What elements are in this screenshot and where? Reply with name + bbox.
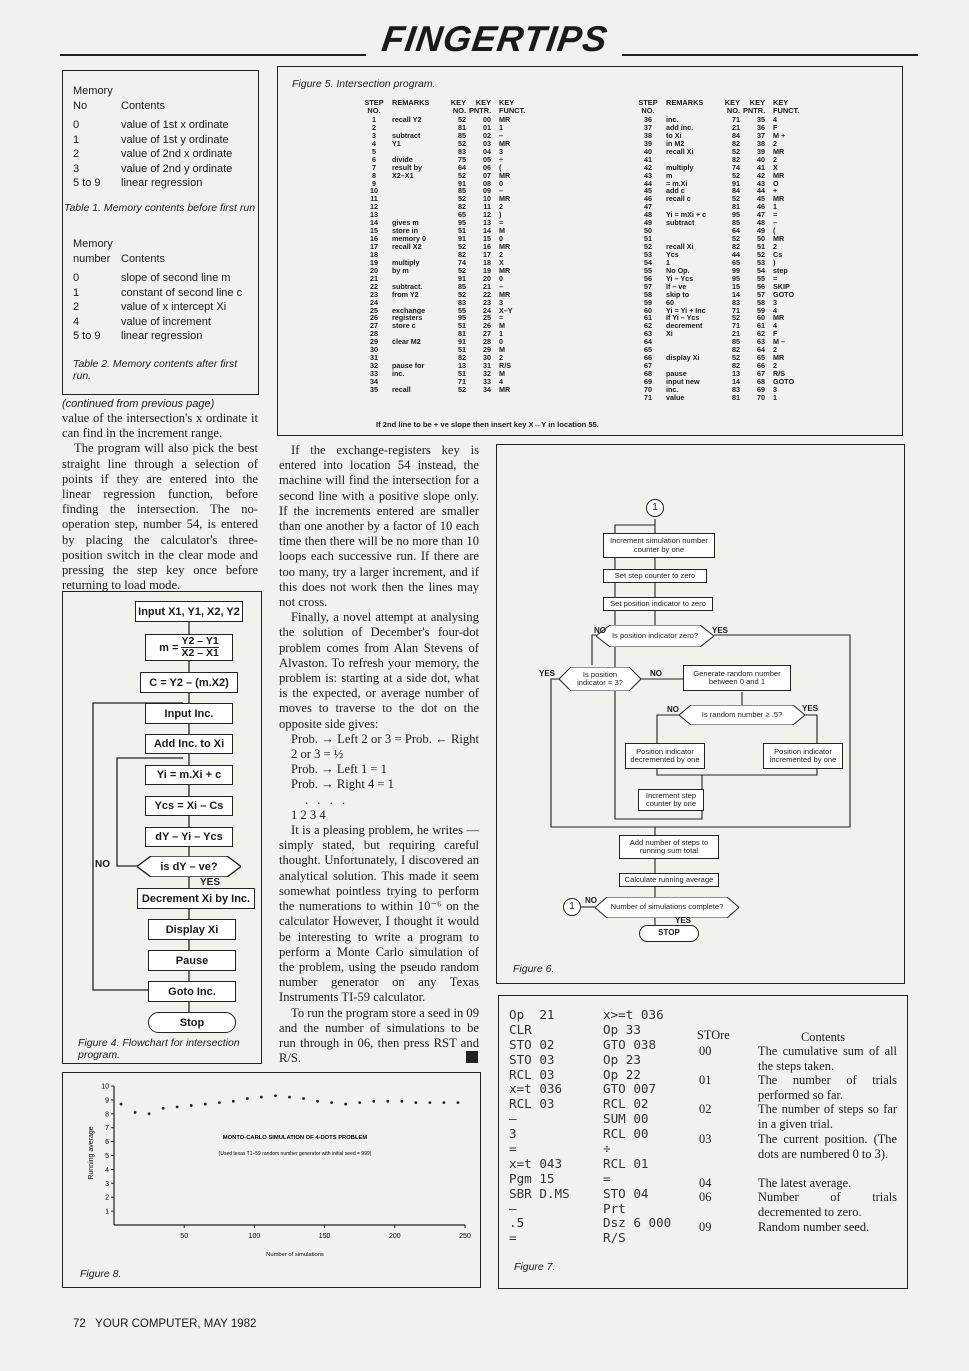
chart-point	[120, 1103, 123, 1106]
page-header	[0, 14, 969, 62]
chart-point	[246, 1097, 249, 1100]
flow-no-label: NO	[95, 859, 110, 870]
chart-point	[232, 1100, 235, 1103]
program-line: x>=t 036	[603, 1007, 664, 1022]
article-paragraph: value of the intersection's x ordinate it can find in the increment range.	[62, 411, 258, 441]
program-step-row: 67 82 66 2	[644, 361, 777, 371]
program-step-row: 7 result by 64 06 (	[372, 162, 502, 172]
table-row: 5 to 9 linear regression	[73, 330, 203, 343]
flow-box-display: Display Xi	[148, 919, 236, 940]
program-table-right	[632, 99, 807, 402]
program-step-row: 19 multiply 74 18 X	[370, 257, 504, 267]
table-row: 4 value of increment	[73, 315, 211, 328]
flow-yes-label: YES	[802, 704, 819, 713]
flow-decision-position-three-label: Is position indicator = 3?	[577, 669, 623, 687]
chart-point	[457, 1101, 460, 1104]
program-step-row: 3 subtract 85 02 –	[372, 130, 503, 140]
program-line: R/S	[603, 1230, 626, 1246]
table-row: 5 to 9 linear regression	[73, 177, 203, 190]
program-step-row: 38 to Xi 84 37 M +	[644, 130, 786, 140]
program-step-row: 22 subtract. 85 21 –	[370, 281, 503, 291]
program-line: =	[603, 1170, 611, 1186]
table-row: 0 slope of second line m	[73, 272, 231, 285]
sto-description: The number of steps so far in a given trial.	[758, 1102, 897, 1131]
chart-y-tick-label: 1	[105, 1208, 109, 1216]
program-line: Op 33	[603, 1021, 641, 1037]
flow-box-set-position: Set position indicator to zero	[603, 597, 713, 611]
chart-point	[386, 1100, 389, 1103]
flow-box-slope: m = $\frac{Y2 - Y1}{X2 - X1}$	[145, 634, 233, 661]
program-step-row: 71 value 81 70 1	[644, 392, 777, 402]
program-step-row: 50 64 49 (	[644, 226, 776, 236]
figure-7-caption: Figure 7.	[514, 1261, 556, 1273]
program-line: Prt	[603, 1200, 626, 1216]
sto-register: 02	[699, 1102, 712, 1116]
program-line: GTO 038	[603, 1036, 657, 1052]
program-step-row: 62 decrement 71 61 4	[644, 321, 777, 331]
table-row: 2 value of x intercept Xi	[73, 301, 227, 314]
flow-box-input: Input X1, Y1, X2, Y2	[135, 601, 243, 622]
program-listing-col2	[603, 1008, 671, 1246]
program-step-row: 46 recall c 52 45 MR	[644, 194, 785, 204]
figure-4-caption: Figure 4. Flowchart for intersection program.	[78, 1037, 240, 1061]
chart-point	[400, 1100, 403, 1103]
article-paragraph: The program will also pick the best straight line through a selection of points if they are entered into the linear regression function, before finding the intersection. The no-operation step, number 54, is entered by placing the calculator's three-position switch in the clear mode and pressing the step key once before returning to load mode.	[62, 441, 258, 593]
flow-yes-label: YES	[675, 916, 692, 925]
flow-box-goto: Goto Inc.	[148, 981, 236, 1002]
program-line: Dsz 6 000	[603, 1215, 672, 1231]
chart-x-tick-label: 200	[388, 1233, 401, 1240]
flow-box-yi: Yi = m.Xi + c	[145, 765, 233, 785]
program-line: STO 03	[509, 1051, 555, 1067]
program-step-row: 26 registers 95 25 =	[370, 313, 504, 323]
program-step-row: 66 display Xi 52 65 MR	[644, 353, 785, 363]
sto-register: 06	[699, 1190, 712, 1204]
program-step-row: 52 recall Xi 82 51 2	[644, 242, 777, 251]
program-step-row: 65 82 64 2	[644, 345, 777, 355]
program-line: RCL 00	[603, 1126, 649, 1142]
program-line: RCL 01	[603, 1155, 649, 1171]
sto-row	[699, 1220, 897, 1235]
sto-register: 00	[699, 1044, 712, 1058]
chart-point	[302, 1097, 305, 1100]
program-step-row: 11 52 10 MR	[370, 194, 511, 204]
chart-point	[274, 1094, 277, 1097]
end-mark	[466, 1051, 478, 1063]
program-step-row: 16 memory 0 91 15 0	[370, 234, 503, 244]
program-step-row: 35 recall 52 34 MR	[370, 384, 511, 394]
program-line: Op 23	[603, 1051, 641, 1067]
chart-point	[443, 1101, 446, 1104]
program-step-row: 41 82 40 2	[644, 154, 777, 164]
flow-terminal-stop: STOP	[639, 925, 699, 942]
chart-y-tick-label: 3	[105, 1180, 109, 1188]
chart-subtitle: (Used texas T1–59 random number generator with initial seed = 999)	[218, 1151, 372, 1157]
table-2	[73, 237, 255, 344]
program-step-row: 6 divide 75 05 ÷	[372, 154, 503, 164]
sto-description: The number of trials performed so far.	[758, 1073, 897, 1102]
program-step-row: 18 82 17 2	[370, 249, 503, 259]
program-step-row: 20 by m 52 19 MR	[370, 265, 511, 275]
program-step-row: 13 65 12 )	[370, 210, 502, 220]
chart-point	[218, 1101, 221, 1104]
flow-box-add-inc: Add Inc. to Xi	[145, 734, 233, 754]
program-step-row: 51 52 50 MR	[644, 234, 785, 244]
program-line: =	[509, 1141, 517, 1157]
program-line: RCL 03	[509, 1066, 555, 1082]
program-step-row: 5 83 04 3	[372, 146, 503, 156]
table-row: 1 constant of second line c	[73, 286, 243, 299]
program-line: 3	[509, 1126, 517, 1142]
figure-5-note: If 2nd line to be + ve slope then insert key X↔Y in location 55.	[376, 420, 599, 429]
page-footer: 72 YOUR COMPUTER, MAY 1982	[73, 1318, 257, 1330]
program-step-row: 49 subtract 85 48 –	[644, 218, 777, 228]
flow-decision-random-label: Is random number ≥ .5?	[701, 709, 783, 719]
article-paragraph: To run the program store a seed in 09 and the number of simulations to be run through in 06, then press RST and R/S.	[279, 1005, 479, 1066]
table-1	[73, 84, 253, 191]
program-line: CLR	[509, 1021, 532, 1037]
chart-y-tick-label: 10	[101, 1083, 109, 1091]
flow-no-label: NO	[585, 896, 597, 905]
program-step-row: 31 82 30 2	[370, 353, 503, 363]
dot-numbers: 1 2 3 4	[291, 807, 326, 822]
chart-point	[316, 1100, 319, 1103]
program-line: STO 04	[603, 1185, 649, 1201]
program-step-row: 45 add c 84 44 +	[644, 186, 778, 196]
chart-point	[190, 1104, 193, 1107]
flow-decision-dy-label: is dY – ve?	[160, 860, 218, 873]
chart-title: MONTO-CARLO SIMULATION OF 4-DOTS PROBLEM	[222, 1135, 368, 1141]
flow-box-increment-step: Increment step counter by one	[638, 789, 704, 811]
chart-x-tick-label: 250	[459, 1233, 471, 1240]
flow-decision-simulations-label: Number of simulations complete?	[610, 902, 724, 912]
sto-row	[699, 1044, 897, 1073]
sto-row	[699, 1176, 897, 1191]
dot-diagram: . . . .	[305, 792, 349, 807]
program-step-row: 15 store in 51 14 M	[370, 226, 505, 236]
program-step-row: 17 recall X2 52 16 MR	[370, 242, 511, 251]
flow-box-position-decrement: Position indicator decremented by one	[625, 743, 705, 769]
program-step-row: 60 Yi = Yi + Inc 71 59 4	[644, 305, 777, 315]
flow-box-constant: C = Y2 – (m.X2)	[140, 672, 238, 693]
figure-5-caption: Figure 5. Intersection program.	[292, 78, 436, 90]
program-step-row: 2 81 01 1	[372, 122, 503, 132]
flow-box-ycs: Ycs = Xi – Cs	[145, 796, 233, 816]
flow-box-decrement: Decrement Xi by Inc.	[137, 888, 255, 909]
chart-y-tick-label: 7	[105, 1125, 109, 1133]
figure-8-chart	[63, 1073, 479, 1286]
program-step-row: 4 Y1 52 03 MR	[372, 138, 511, 148]
flow-yes-label: YES	[712, 626, 729, 635]
program-step-row: 34 71 33 4	[370, 376, 503, 386]
table-1-caption: Table 1. Memory contents before first run	[64, 202, 256, 214]
sto-register: 04	[699, 1176, 712, 1190]
article-paragraph: It is a pleasing problem, he writes — simply stated, but requiring careful thought. Unfortunately, I discovered an analytical solution. This made it seem somewhat pointless trying to perform the numerations to within 10⁻⁶ on the calculator However, I thought it would be interesting to write a program to perform a Monte Carlo simulation of the problem, using the pseudo random number generator on any Texas Instruments TI-59 calculator.	[279, 823, 479, 1005]
chart-x-tick-label: 100	[248, 1233, 261, 1240]
connector-1-bottom: 1	[563, 898, 581, 916]
program-step-row: 10 85 09 –	[370, 186, 503, 196]
sto-register: 01	[699, 1073, 712, 1087]
program-step-row: 63 Xi 21 62 F	[644, 329, 778, 339]
chart-point	[429, 1101, 432, 1104]
program-step-row: 57 If – ve 15 56 SKIP	[644, 281, 790, 291]
sto-description: The current position. (The dots are numbered 0 to 3).	[758, 1132, 897, 1161]
program-step-row: 44 = m.Xi 91 43 O	[644, 178, 779, 188]
table-row: 1 value of 1st y ordinate	[73, 133, 229, 146]
flow-decision-position-zero-label: Is position indicator zero?	[611, 630, 699, 640]
program-line: RCL 02	[603, 1096, 649, 1112]
program-step-row: 33 inc. 51 32 M	[370, 369, 505, 378]
chart-y-tick-label: 2	[105, 1194, 109, 1202]
article-paragraph: If the exchange-registers key is entered into location 54 instead, the machine will find the intersection for a second line with a positive slope only. If the increments entered are smaller than one another by a factor of 10 each time then there will be no more than 10 loops each successive run. If there are too many, try a larger increment, and if this does not work then the lines may not cross.	[279, 443, 479, 610]
chart-point	[260, 1096, 263, 1099]
chart-point	[162, 1107, 165, 1110]
figure-5-box	[277, 66, 903, 436]
program-line: =	[509, 1230, 517, 1246]
header-rule-right	[622, 54, 918, 56]
chart-point	[134, 1111, 137, 1114]
program-step-row: 70 inc. 83 69 3	[644, 384, 777, 394]
program-table-header: STEP NO. REMARKS KEY NO. KEY PNTR. KEY FUNCT.	[364, 98, 526, 115]
sto-register: 09	[699, 1220, 712, 1234]
sto-row	[699, 1073, 897, 1102]
program-line: Op 21	[509, 1007, 555, 1022]
program-step-row: 47 81 46 1	[644, 202, 777, 212]
chart-point	[148, 1112, 151, 1115]
program-step-row: 37 add inc. 21 36 F	[644, 122, 778, 132]
program-step-row: 8 X2–X1 52 07 MR	[372, 170, 511, 180]
program-line: –	[509, 1111, 517, 1127]
chart-point	[204, 1103, 207, 1106]
sto-header: STOre	[697, 1028, 730, 1042]
chart-y-tick-label: 6	[105, 1139, 109, 1147]
program-step-row: 21 91 20 0	[370, 273, 503, 283]
flow-no-label: NO	[667, 705, 679, 714]
program-step-row: 59 60 83 58 3	[644, 297, 777, 307]
probability-block	[279, 732, 479, 823]
figure-8-caption: Figure 8.	[80, 1268, 122, 1280]
program-line: RCL 03	[509, 1096, 555, 1112]
sto-description: The cumulative sum of all the steps taken.	[758, 1044, 897, 1073]
program-listing-col1	[509, 1008, 570, 1246]
chart-y-tick-label: 5	[105, 1153, 109, 1160]
connector-1-top: 1	[646, 499, 664, 517]
program-step-row: 56 Yi – Ycs 95 55 =	[644, 273, 778, 283]
table-row: 3 value of 2nd y ordinate	[73, 162, 233, 175]
chart-point	[358, 1101, 361, 1104]
continued-note: (continued from previous page)	[62, 398, 215, 410]
flow-box-position-increment: Position indicator incremented by one	[763, 743, 843, 769]
program-line: GTO 007	[603, 1081, 657, 1097]
article-paragraph: Finally, a novel attempt at analysing the solution of December's four-dot problem comes from Alan Stevens of Alvaston. To refresh your memory, the problem is: starting at a side dot, what is the expected, or average number of moves to traverse to the dot on the opposite side gives:	[279, 610, 479, 731]
figure-4-box	[62, 591, 262, 1064]
flow-box-set-step-counter: Set step counter to zero	[603, 569, 707, 583]
program-step-row: 53 Ycs 44 52 Cs	[644, 249, 783, 259]
sto-row	[699, 1190, 897, 1219]
program-step-row: 36 inc. 71 35 4	[644, 115, 777, 124]
sto-description: Number of trials decremented to zero.	[758, 1190, 897, 1219]
article-column-middle	[279, 443, 479, 1066]
program-step-row: 64 85 63 M –	[644, 337, 785, 347]
sto-row	[699, 1132, 897, 1161]
contents-header: Contents	[801, 1030, 846, 1044]
program-step-row: 24 83 23 3	[370, 297, 503, 307]
flow-terminal-stop: Stop	[148, 1012, 236, 1033]
program-line: –	[509, 1200, 517, 1216]
program-step-row: 23 from Y2 52 22 MR	[370, 289, 511, 299]
program-step-row: 12 82 11 2	[370, 202, 503, 212]
sto-description: Random number seed.	[758, 1220, 870, 1234]
program-line: SUM 00	[603, 1111, 649, 1127]
flow-box-generate-random: Generate random number between 0 and 1	[683, 665, 791, 691]
sto-register: 03	[699, 1132, 712, 1146]
program-line: x=t 043	[509, 1155, 563, 1171]
flow-box-add-steps: Add number of steps to running sum total	[619, 835, 719, 859]
program-step-row: 69 input new 14 68 GOTO	[644, 376, 795, 386]
flow-box-dy: dY – Yi – Ycs	[145, 827, 233, 847]
slope-denominator: X2 – X1	[181, 647, 219, 659]
flow-no-label: NO	[594, 626, 606, 635]
probability-line: Prob. → Left 1 = 1	[291, 762, 387, 777]
program-step-row: 48 Yi = mXi + c 95 47 =	[644, 210, 778, 220]
program-step-row: 39 in M2 82 38 2	[644, 138, 777, 148]
chart-x-tick-label: 150	[318, 1233, 331, 1240]
sto-description: The latest average.	[758, 1176, 852, 1190]
program-table-header: STEP NO. REMARKS KEY NO. KEY PNTR. KEY FUNCT.	[638, 98, 800, 115]
program-step-row: 55 No Op. 99 54 step	[644, 265, 788, 275]
chart-point	[288, 1096, 291, 1099]
chart-x-tick-label: 50	[180, 1233, 189, 1240]
program-line: x=t 036	[509, 1081, 563, 1097]
chart-point	[330, 1101, 333, 1104]
figure-6-caption: Figure 6.	[513, 963, 555, 975]
program-step-row: 58 skip to 14 57 GOTO	[644, 289, 795, 299]
program-step-row: 43 m 52 42 MR	[644, 170, 785, 180]
chart-point	[176, 1105, 179, 1108]
chart-point	[344, 1103, 347, 1106]
flow-yes-label: YES	[539, 669, 556, 678]
program-step-row: 32 pause for 13 31 R/S	[370, 361, 511, 371]
program-step-row: 9 91 08 0	[372, 178, 503, 188]
program-step-row: 30 51 29 M	[370, 345, 505, 355]
header-rule-left	[60, 54, 366, 56]
figure-7-box	[498, 995, 908, 1289]
program-step-row: 14 gives m 95 13 =	[370, 218, 504, 228]
program-line: SBR D.MS	[509, 1185, 570, 1201]
table-2-header-row: number Contents	[73, 252, 166, 265]
slope-numerator: Y2 – Y1	[181, 635, 219, 647]
flow-box-increment-simulation: Increment simulation number counter by one	[603, 533, 715, 558]
table-1-header-row: No Contents	[73, 99, 166, 112]
program-step-row: 61 If Yi – Ycs 52 60 MR	[644, 313, 785, 323]
chart-x-axis-label: Number of simulations	[266, 1252, 324, 1258]
program-step-row: 25 exchange 55 24 X–Y	[370, 305, 513, 315]
figure-8-box	[62, 1072, 481, 1288]
program-step-row: 54 1 65 53 )	[644, 257, 776, 267]
program-step-row: 42 multiply 74 41 X	[644, 162, 778, 172]
program-line: Op 22	[603, 1066, 641, 1082]
program-step-row: 28 81 27 1	[370, 329, 503, 339]
chart-y-tick-label: 4	[105, 1166, 109, 1174]
chart-y-tick-label: 8	[105, 1111, 109, 1119]
flow-box-input-inc: Input Inc.	[145, 703, 233, 724]
flow-yes-label: YES	[200, 877, 221, 888]
flow-box-pause: Pause	[148, 950, 236, 971]
probability-line: Prob. → Left 2 or 3 = Prob. ← Right 2 or 3 = ½	[291, 731, 479, 762]
table-1-head-memory: Memory	[73, 85, 113, 97]
flow-box-running-average: Calculate running average	[619, 873, 719, 887]
table-row: 2 value of 2nd x ordinate	[73, 148, 233, 161]
chart-point	[372, 1100, 375, 1103]
sto-row	[699, 1102, 897, 1131]
table-row: 0 value of 1st x ordinate	[73, 119, 229, 132]
probability-line: Prob. → Right 4 = 1	[291, 777, 394, 792]
flow-no-label: NO	[650, 669, 662, 678]
chart-point	[414, 1101, 417, 1104]
chart-y-axis-label: Running average	[88, 1126, 95, 1180]
program-line: Pgm 15	[509, 1170, 555, 1186]
program-step-row: 27 store c 51 26 M	[370, 321, 505, 331]
program-step-row: 40 recall Xi 52 39 MR	[644, 146, 785, 156]
program-step-row: 1 recall Y2 52 00 MR	[372, 115, 511, 124]
page-title: FINGERTIPS	[379, 18, 611, 59]
program-step-row: 68 pause 13 67 R/S	[644, 369, 785, 378]
table-2-caption: Table 2. Memory contents after first run.	[73, 358, 238, 382]
program-line: STO 02	[509, 1036, 555, 1052]
table-2-head-memory: Memory	[73, 238, 113, 250]
program-table-left	[358, 99, 533, 394]
figure-6-box	[496, 444, 905, 984]
memory-tables-box	[62, 70, 259, 395]
chart-y-tick-label: 9	[105, 1097, 109, 1105]
program-line: .5	[509, 1215, 525, 1231]
article-column-left	[62, 398, 258, 593]
program-step-row: 29 clear M2 91 28 0	[370, 337, 503, 347]
program-line: ÷	[603, 1141, 611, 1157]
